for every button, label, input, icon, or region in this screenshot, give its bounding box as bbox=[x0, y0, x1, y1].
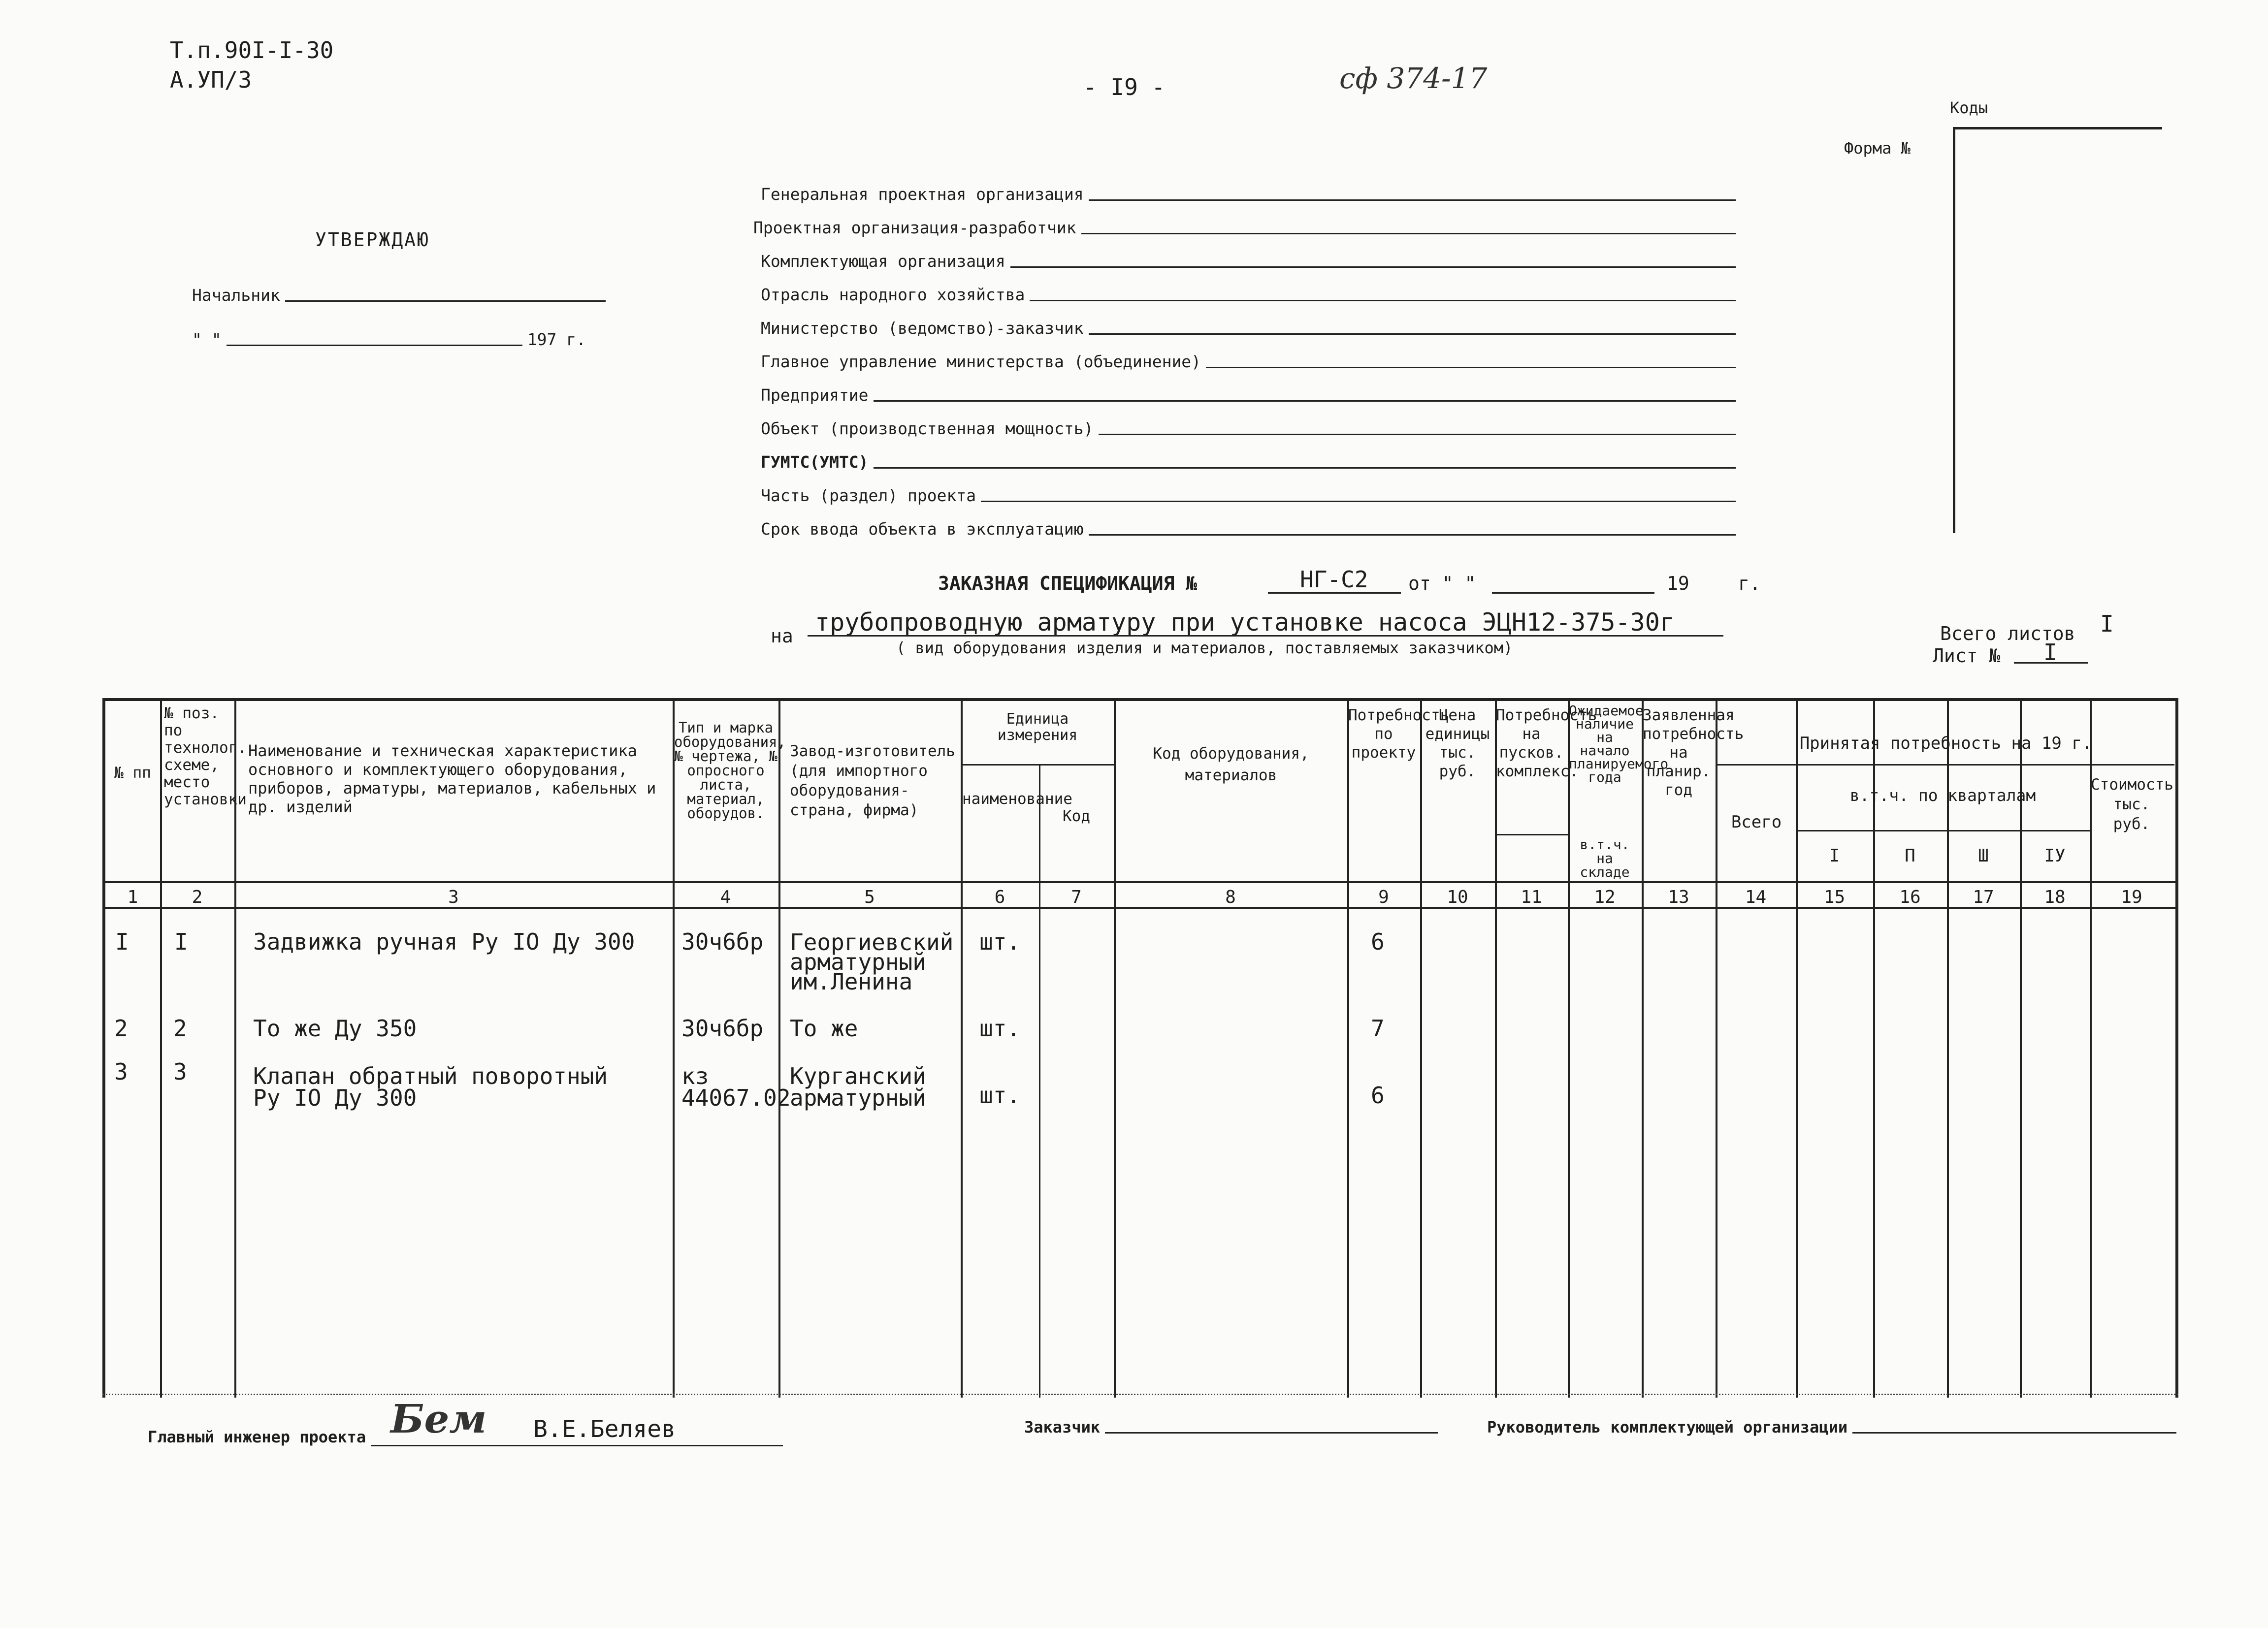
chief-engineer-name: В.Е.Беляев bbox=[533, 1415, 676, 1443]
colnum: 8 bbox=[1225, 887, 1236, 907]
row-maker: Георгиевский арматурный им.Ленина bbox=[790, 929, 954, 995]
approve-title: УТВЕРЖДАЮ bbox=[315, 229, 430, 251]
hdr-equipment-code: Код оборудования, материалов bbox=[1153, 745, 1309, 784]
spec-subject: трубопроводную арматуру при установке насоса ЭЦН12-375-30г bbox=[815, 608, 1675, 637]
hdr-expected-stock: в.т.ч. на складе bbox=[1580, 836, 1630, 880]
spec-subject-hint: ( вид оборудования изделия и материалов, поставляемых заказчиком) bbox=[896, 638, 1513, 657]
field-gumts[interactable]: ГУМТС(УМТС) bbox=[761, 452, 1736, 472]
spec-year: 19 bbox=[1667, 573, 1689, 594]
row-unit: шт. bbox=[979, 1082, 1021, 1109]
spec-title: ЗАКАЗНАЯ СПЕЦИФИКАЦИЯ № bbox=[938, 573, 1198, 594]
row-type: кз 44067.02 bbox=[681, 1063, 791, 1111]
chief-engineer-field: Главный инженер проекта Бем В.Е.Беляев bbox=[148, 1415, 783, 1446]
spec-year-suffix: г. bbox=[1738, 573, 1761, 594]
colnum: 10 bbox=[1447, 887, 1468, 907]
total-sheets-label: Всего листов bbox=[1940, 623, 2075, 644]
spec-for-label: на bbox=[771, 625, 793, 647]
field-ministry[interactable]: Министерство (ведомство)-заказчик bbox=[761, 319, 1736, 338]
row-qty: 7 bbox=[1371, 1015, 1385, 1042]
colnum: 15 bbox=[1823, 887, 1846, 907]
colnum: 6 bbox=[994, 887, 1005, 907]
hdr-unit-code: Код bbox=[1063, 807, 1090, 825]
field-industry[interactable]: Отрасль народного хозяйства bbox=[761, 285, 1736, 304]
chief-field: Начальник bbox=[192, 286, 606, 305]
hdr-price: Цена единицы тыс. руб. bbox=[1425, 706, 1490, 780]
codes-box bbox=[1953, 127, 2162, 533]
row-pos: I bbox=[174, 928, 188, 955]
row-unit: шт. bbox=[979, 1015, 1021, 1042]
field-design-org[interactable]: Проектная организация-разработчик bbox=[753, 218, 1736, 237]
colnum: 11 bbox=[1521, 887, 1542, 907]
colnum: 14 bbox=[1745, 887, 1767, 907]
hdr-q2: П bbox=[1905, 846, 1915, 866]
customer-field: Заказчик bbox=[1024, 1418, 1438, 1436]
colnum: 12 bbox=[1594, 887, 1616, 907]
colnum: 9 bbox=[1378, 887, 1389, 907]
row-name: То же Ду 350 bbox=[253, 1015, 417, 1042]
hdr-declared: Заявленная потребность на планир. год bbox=[1643, 706, 1744, 799]
sheet-number: I bbox=[2043, 639, 2057, 666]
row-pos: 2 bbox=[173, 1015, 187, 1042]
colnum: 3 bbox=[448, 887, 459, 907]
row-num: 3 bbox=[114, 1058, 128, 1085]
row-unit: шт. bbox=[979, 928, 1021, 955]
hdr-q3: Ш bbox=[1978, 846, 1989, 866]
hdr-need-launch: Потребность на пусков. комплекс. bbox=[1496, 706, 1597, 780]
hdr-cost: Стоимость тыс. руб. bbox=[2091, 776, 2173, 833]
hdr-expected: Ожидаемое наличие на начало планируемого года bbox=[1569, 702, 1669, 785]
row-type: 30ч6бр bbox=[681, 928, 764, 955]
page-number: - I9 - bbox=[1083, 74, 1166, 100]
row-num: 2 bbox=[114, 1015, 128, 1042]
hdr-name: Наименование и техническая характеристика основного и комплектующего оборудования, приборов, арматуры, материалов, кабельных и др. изделий bbox=[248, 741, 656, 816]
signature: Бем bbox=[390, 1396, 487, 1442]
hdr-quarters: в.т.ч. по кварталам bbox=[1849, 786, 2036, 805]
spec-table: № поз. по технолог. схеме, место установки № пп Наименование и техническая характеристика основного и комплектующего оборудования, приборов, арматуры, материалов, кабельных и др. изделий Тип и марка оборудования, № чертежа, № опросного листа, материал, оборудов. Завод-изготовитель (для импортного оборудования-страна, фирма) Единица измерения наименование Код Код оборудования, материалов Потребность по проекту Цена единицы тыс. руб. Потребность на пусков. комплекс. Ожидаемое наличие на начало планируемого года в.т.ч. на складе Заявленная потребность на планир. год Принятая потребность на 19 г. Всего в.т.ч. по кварталам I П Ш IУ Стоимость тыс. руб. 1 2 3 4 5 6 7 8 9 10 11 12 13 14 15 16 17 18 19 I I Задвижка ручная Ру IO Ду 300 30ч6бр Георгиевский арматурный им.Ленина шт. 6 2 2 То же Ду 350 30ч6бр То же шт. 7 3 3 Клапан обратный поворотный Ру IO Ду 300 кз 44067.02 Курганский арматурный шт. 6 bbox=[102, 698, 2178, 1398]
hdr-num: № пп bbox=[114, 764, 151, 782]
row-pos: 3 bbox=[173, 1058, 187, 1085]
colnum: 16 bbox=[1899, 887, 1921, 907]
hdr-maker: Завод-изготовитель (для импортного оборудования-страна, фирма) bbox=[790, 742, 955, 819]
row-name: Клапан обратный поворотный Ру IO Ду 300 bbox=[253, 1063, 608, 1111]
row-qty: 6 bbox=[1371, 1082, 1385, 1109]
hdr-type: Тип и марка оборудования, № чертежа, № опросного листа, материал, оборудов. bbox=[674, 719, 786, 822]
colnum: 19 bbox=[2121, 887, 2142, 907]
hdr-unit-name: наименование bbox=[962, 790, 1072, 808]
field-main-dept[interactable]: Главное управление министерства (объединение) bbox=[761, 352, 1736, 371]
doc-code-1: Т.п.90I-I-30 bbox=[170, 37, 334, 64]
handwritten-ref: сф 374-17 bbox=[1339, 62, 1488, 95]
field-object[interactable]: Объект (производственная мощность) bbox=[761, 419, 1736, 438]
row-num: I bbox=[115, 928, 129, 955]
row-maker: Курганский арматурный bbox=[790, 1063, 926, 1111]
field-project-part[interactable]: Часть (раздел) проекта bbox=[761, 486, 1736, 505]
field-general-org[interactable]: Генеральная проектная организация bbox=[761, 185, 1736, 204]
total-sheets: I bbox=[2100, 610, 2114, 637]
colnum: 2 bbox=[192, 887, 203, 907]
hdr-need-project: Потребность по проекту bbox=[1348, 706, 1450, 762]
row-name: Задвижка ручная Ру IO Ду 300 bbox=[253, 928, 635, 955]
field-commission-date[interactable]: Срок ввода объекта в эксплуатацию bbox=[761, 519, 1736, 539]
spec-number: НГ-С2 bbox=[1300, 566, 1368, 593]
colnum: 18 bbox=[2044, 887, 2066, 907]
colnum: 5 bbox=[864, 887, 875, 907]
hdr-accepted: Принятая потребность на 19 г. bbox=[1799, 734, 2092, 753]
sheet-label: Лист № bbox=[1933, 645, 2001, 667]
doc-code-2: А.УП/3 bbox=[170, 66, 252, 93]
form-label: Форма № bbox=[1844, 139, 1911, 158]
field-enterprise[interactable]: Предприятие bbox=[761, 385, 1736, 405]
colnum: 1 bbox=[127, 887, 138, 907]
colnum: 7 bbox=[1071, 887, 1082, 907]
hdr-q4: IУ bbox=[2044, 846, 2066, 866]
codes-label: Коды bbox=[1950, 98, 1988, 117]
field-supplier-org[interactable]: Комплектующая организация bbox=[761, 252, 1736, 271]
row-maker: То же bbox=[790, 1015, 858, 1042]
supplier-head-field: Руководитель комплектующей организации bbox=[1487, 1418, 2176, 1436]
approve-date-field: " " 197 г. bbox=[192, 330, 586, 349]
row-type: 30ч6бр bbox=[681, 1015, 764, 1042]
hdr-total: Всего bbox=[1731, 812, 1782, 832]
colnum: 4 bbox=[720, 887, 731, 907]
row-qty: 6 bbox=[1371, 928, 1385, 955]
colnum: 17 bbox=[1973, 887, 1994, 907]
colnum: 13 bbox=[1668, 887, 1689, 907]
hdr-unit: Единица измерения bbox=[997, 710, 1078, 744]
hdr-q1: I bbox=[1829, 846, 1840, 866]
spec-from: от " " bbox=[1408, 573, 1476, 594]
